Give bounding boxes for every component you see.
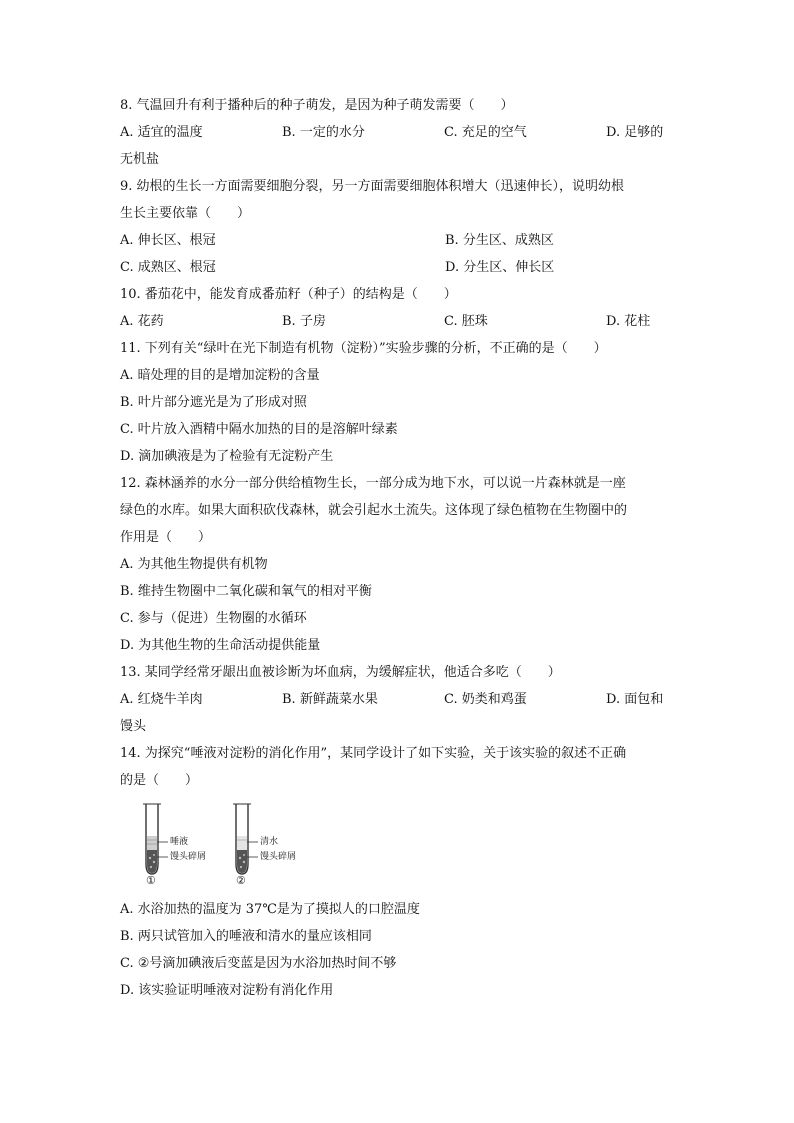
q13-option-c: C. 奶类和鸡蛋 — [444, 692, 527, 707]
tube-1-liquid-label: 唾液 — [170, 837, 189, 847]
q13-option-d-wrap: 馒头 — [120, 719, 147, 734]
q9-option-a: A. 伸长区、根冠 — [120, 233, 216, 248]
q11-option-a: A. 暗处理的目的是增加淀粉的含量 — [120, 368, 320, 383]
q10-options — [120, 308, 672, 335]
q10-option-b: B. 子房 — [282, 314, 326, 329]
tube-1-number: ① — [146, 874, 156, 887]
q13-stem: 13. 某同学经常牙龈出血被诊断为坏血病，为缓解症状，他适合多吃（ ） — [120, 665, 561, 680]
q13-option-d: D. 面包和 — [606, 692, 664, 707]
test-tube-figure — [120, 798, 672, 894]
q8-options — [120, 119, 672, 146]
test-tube-1 — [140, 802, 230, 888]
q8-stem: 8. 气温回升有利于播种后的种子萌发，是因为种子萌发需要（ ） — [120, 98, 514, 113]
tube-2-liquid-label: 清水 — [260, 837, 279, 847]
q10-option-a: A. 花药 — [120, 314, 164, 329]
q10-option-d: D. 花柱 — [606, 314, 651, 329]
q9-options-row1 — [120, 227, 672, 254]
q9-option-d: D. 分生区、伸长区 — [445, 260, 555, 275]
q9-option-c: C. 成熟区、根冠 — [120, 260, 216, 275]
q14-option-c: C. ②号滴加碘液后变蓝是因为水浴加热时间不够 — [120, 956, 397, 971]
q11-option-c: C. 叶片放入酒精中隔水加热的目的是溶解叶绿素 — [120, 422, 398, 437]
q8-option-a: A. 适宜的温度 — [120, 125, 203, 140]
q11-stem: 11. 下列有关“绿叶在光下制造有机物（淀粉）”实验步骤的分析，不正确的是（ ） — [120, 341, 607, 356]
q12-stem-line1: 12. 森林涵养的水分一部分供给植物生长，一部分成为地下水，可以说一片森林就是一座 — [120, 476, 626, 491]
q12-option-b: B. 维持生物圈中二氧化碳和氧气的相对平衡 — [120, 584, 372, 599]
q13-option-b: B. 新鲜蔬菜水果 — [282, 692, 378, 707]
q12-stem-line2: 绿色的水库。如果大面积砍伐森林，就会引起水土流失。这体现了绿色植物在生物圈中的 — [120, 503, 628, 518]
test-tube-2 — [230, 802, 320, 888]
q14-option-b: B. 两只试管加入的唾液和清水的量应该相同 — [120, 929, 372, 944]
q8-option-d-wrap: 无机盐 — [120, 152, 160, 167]
tube-1-solid-label: 馒头碎屑 — [170, 852, 207, 862]
q8-option-d: D. 足够的 — [606, 125, 664, 140]
q9-stem-line1: 9. 幼根的生长一方面需要细胞分裂，另一方面需要细胞体积增大（迅速伸长），说明幼根 — [120, 179, 625, 194]
q12-option-a: A. 为其他生物提供有机物 — [120, 557, 268, 572]
question-page — [120, 92, 672, 1004]
q11-option-d: D. 滴加碘液是为了检验有无淀粉产生 — [120, 449, 334, 464]
tube-2-number: ② — [236, 874, 246, 887]
q12-option-c: C. 参与（促进）生物圈的水循环 — [120, 611, 307, 626]
q8-option-c: C. 充足的空气 — [444, 125, 527, 140]
q10-option-c: C. 胚珠 — [444, 314, 488, 329]
q14-stem-line2: 的是（ ） — [120, 773, 199, 788]
q8-option-b: B. 一定的水分 — [282, 125, 365, 140]
q9-options-row2 — [120, 254, 672, 281]
q9-option-b: B. 分生区、成熟区 — [445, 233, 554, 248]
q13-options — [120, 686, 672, 713]
q10-stem: 10. 番茄花中，能发育成番茄籽（种子）的结构是（ ） — [120, 287, 457, 302]
q12-option-d: D. 为其他生物的生命活动提供能量 — [120, 638, 321, 653]
q11-option-b: B. 叶片部分遮光是为了形成对照 — [120, 395, 307, 410]
tube-2-solid-label: 馒头碎屑 — [260, 852, 297, 862]
q13-option-a: A. 红烧牛羊肉 — [120, 692, 203, 707]
q12-stem-line3: 作用是（ ） — [120, 530, 212, 545]
q14-option-a: A. 水浴加热的温度为 37℃是为了摸拟人的口腔温度 — [120, 902, 420, 917]
q9-stem-line2: 生长主要依靠（ ） — [120, 206, 251, 221]
q14-option-d: D. 该实验证明唾液对淀粉有消化作用 — [120, 983, 334, 998]
q14-stem-line1: 14. 为探究“唾液对淀粉的消化作用”，某同学设计了如下实验，关于该实验的叙述不正确 — [120, 746, 627, 761]
